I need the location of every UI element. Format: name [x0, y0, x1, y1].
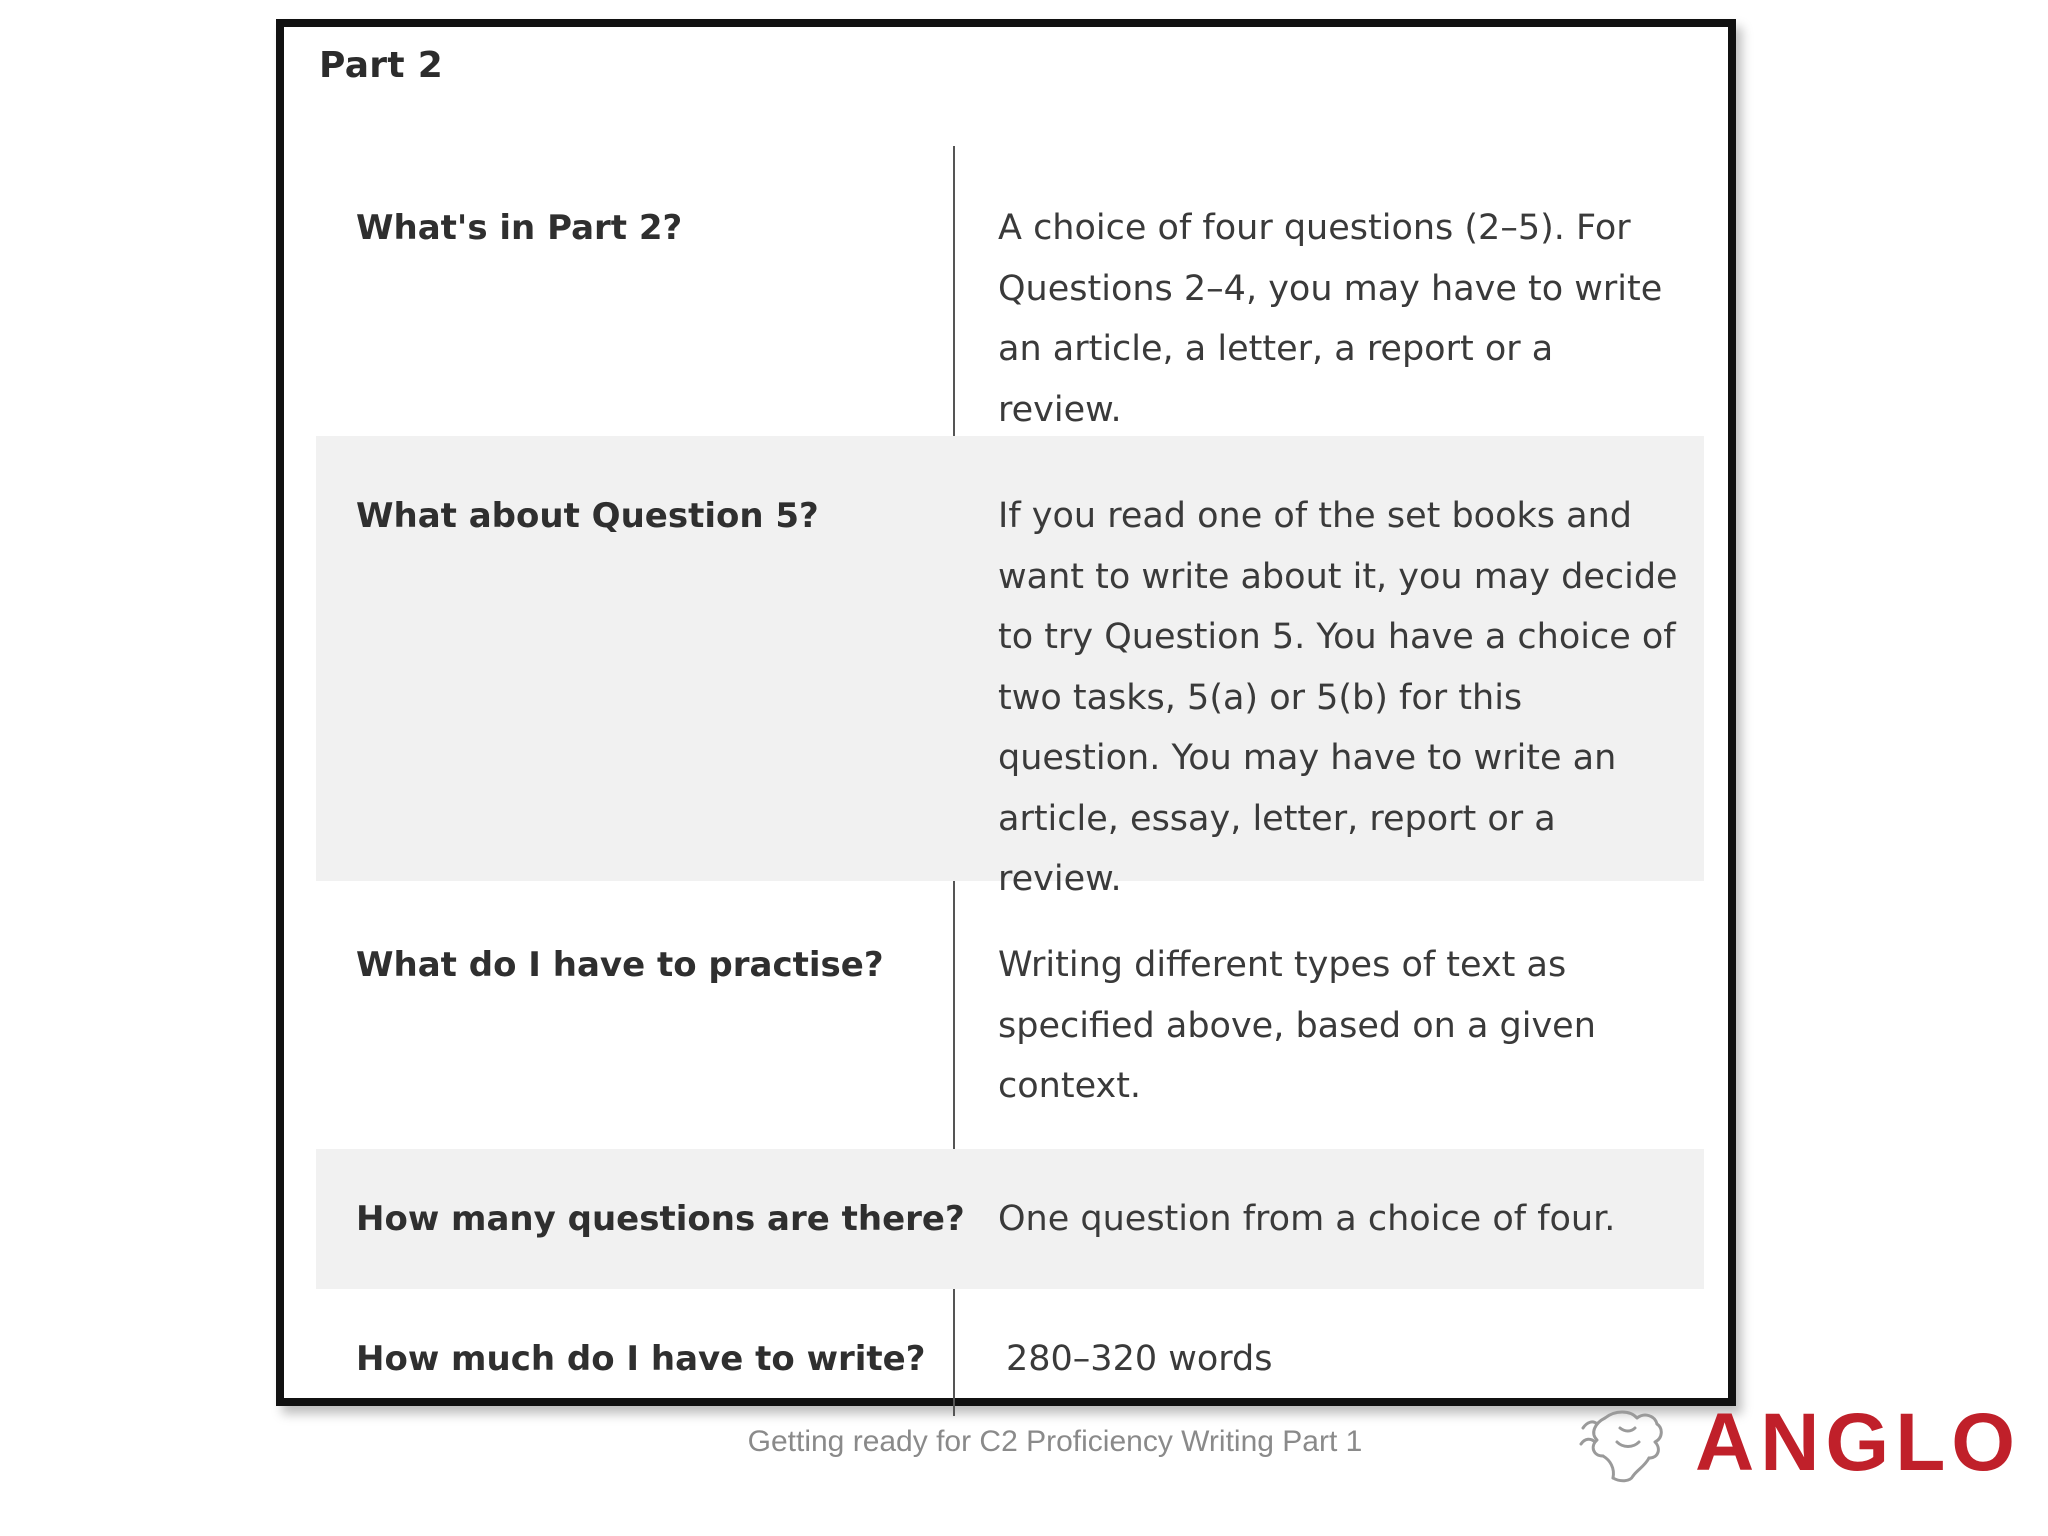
row-answer: If you read one of the set books and want to write about it, you may decide to try Question 5. You have a choice of two tasks, 5(a) or 5(b) for this question. You may have to write an article, essay, letter, report or a review.	[998, 496, 1678, 899]
row-question: What about Question 5?	[356, 496, 819, 536]
row-question: What do I have to practise?	[356, 945, 884, 985]
lion-emblem-icon	[1575, 1398, 1675, 1488]
row-question: How many questions are there?	[356, 1199, 965, 1239]
row-answer: Writing different types of text as specified above, based on a given context.	[998, 945, 1596, 1106]
info-table	[316, 150, 1704, 1429]
table-row	[316, 881, 1704, 1149]
table-row	[316, 150, 1704, 436]
table-row	[316, 1289, 1704, 1429]
row-answer: 280–320 words	[1006, 1339, 1273, 1379]
content-frame	[276, 19, 1736, 1406]
footer-caption: Getting ready for C2 Proficiency Writing Part 1	[747, 1425, 1363, 1458]
table-row	[316, 436, 1704, 899]
row-question: How much do I have to write?	[356, 1339, 926, 1379]
table-row	[316, 1149, 1704, 1289]
row-answer: One question from a choice of four.	[998, 1199, 1616, 1239]
row-answer: A choice of four questions (2–5). For Questions 2–4, you may have to write an article, a letter, a report or a review.	[998, 208, 1663, 430]
anglo-logo	[1575, 1397, 2022, 1488]
row-question: What's in Part 2?	[356, 208, 683, 248]
logo-text: ANGLO	[1695, 1397, 2022, 1488]
page-title: Part 2	[319, 45, 444, 86]
